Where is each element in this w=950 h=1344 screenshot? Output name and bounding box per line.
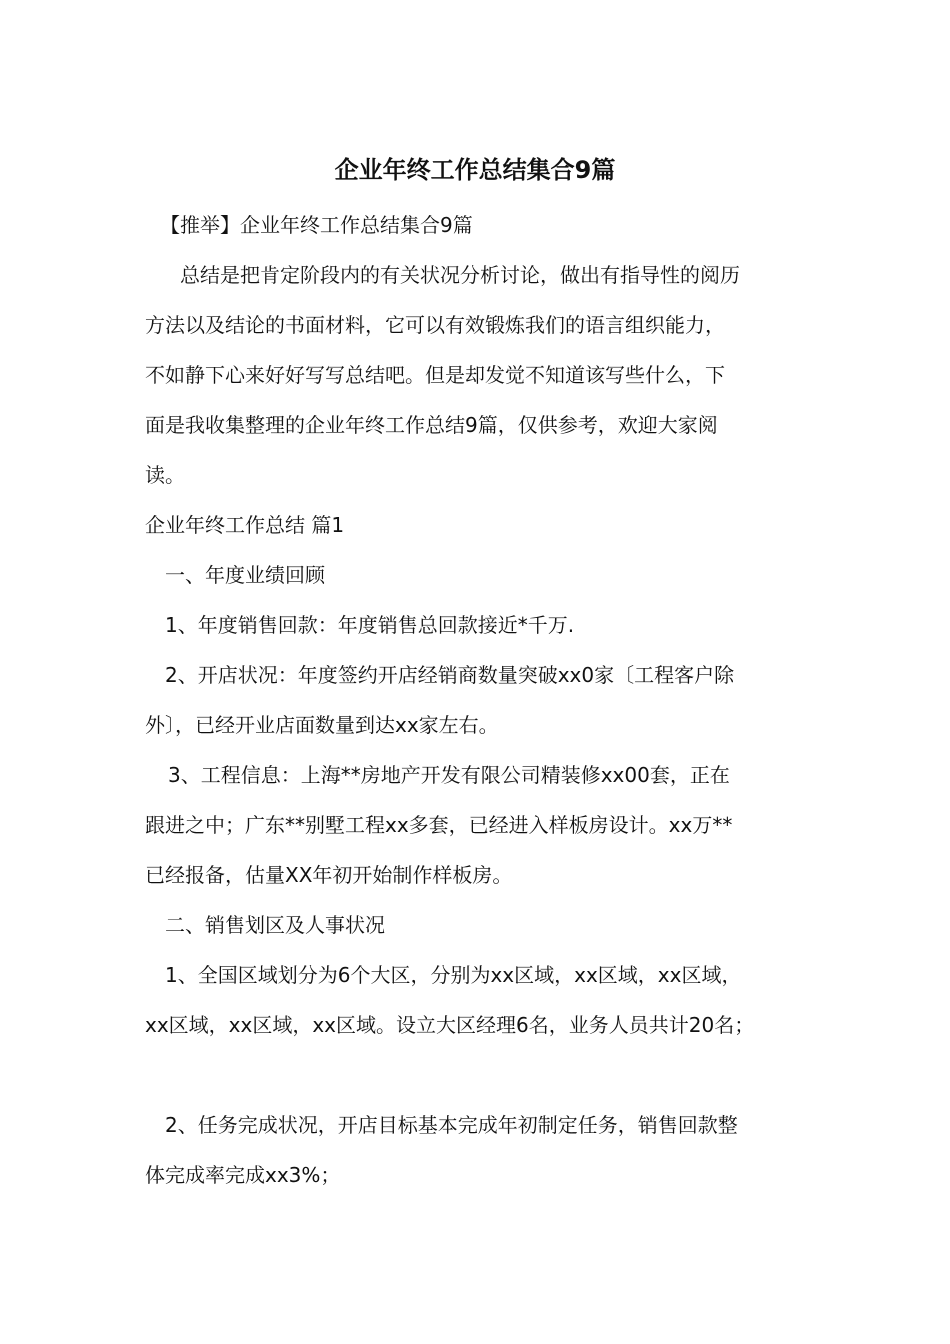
subheading-annual-review: 一、年度业绩回顾 (165, 563, 325, 587)
item-task-completion-line-1: 2、任务完成状况，开店目标基本完成年初制定任务，销售回款整 (165, 1113, 738, 1137)
intro-line-4: 面是我收集整理的企业年终工作总结9篇，仅供参考，欢迎大家阅 (145, 413, 718, 437)
item-store-opening-line-1: 2、开店状况：年度签约开店经销商数量突破xx0家〔工程客户除 (165, 663, 735, 687)
item-regions-line-1: 1、全国区域划分为6个大区，分别为xx区域，xx区域，xx区域， (165, 963, 742, 987)
subheading-sales-regions: 二、销售划区及人事状况 (165, 913, 385, 937)
intro-line-3: 不如静下心来好好写写总结吧。但是却发觉不知道该写些什么，下 (145, 363, 725, 387)
recommend-heading: 【推举】企业年终工作总结集合9篇 (160, 213, 473, 237)
item-project-info-line-3: 已经报备，估量XX年初开始制作样板房。 (145, 863, 513, 887)
item-project-info-line-1: 3、工程信息：上海**房地产开发有限公司精装修xx00套，正在 (168, 763, 730, 787)
item-task-completion-line-2: 体完成率完成xx3%； (145, 1163, 341, 1187)
intro-line-1: 总结是把肯定阶段内的有关状况分析讨论，做出有指导性的阅历 (180, 263, 740, 287)
intro-line-5: 读。 (145, 463, 185, 487)
item-project-info-line-2: 跟进之中；广东**别墅工程xx多套，已经进入样板房设计。xx万** (145, 813, 733, 837)
document-title: 企业年终工作总结集合9篇 (334, 156, 616, 184)
item-sales-payment: 1、年度销售回款：年度销售总回款接近*千万. (165, 613, 575, 637)
item-regions-line-2: xx区域，xx区域，xx区域。设立大区经理6名，业务人员共计20名； (145, 1013, 755, 1037)
section-heading-1: 企业年终工作总结 篇1 (145, 513, 345, 537)
item-store-opening-line-2: 外〕，已经开业店面数量到达xx家左右。 (145, 713, 499, 737)
intro-line-2: 方法以及结论的书面材料，它可以有效锻炼我们的语言组织能力， (145, 313, 725, 337)
